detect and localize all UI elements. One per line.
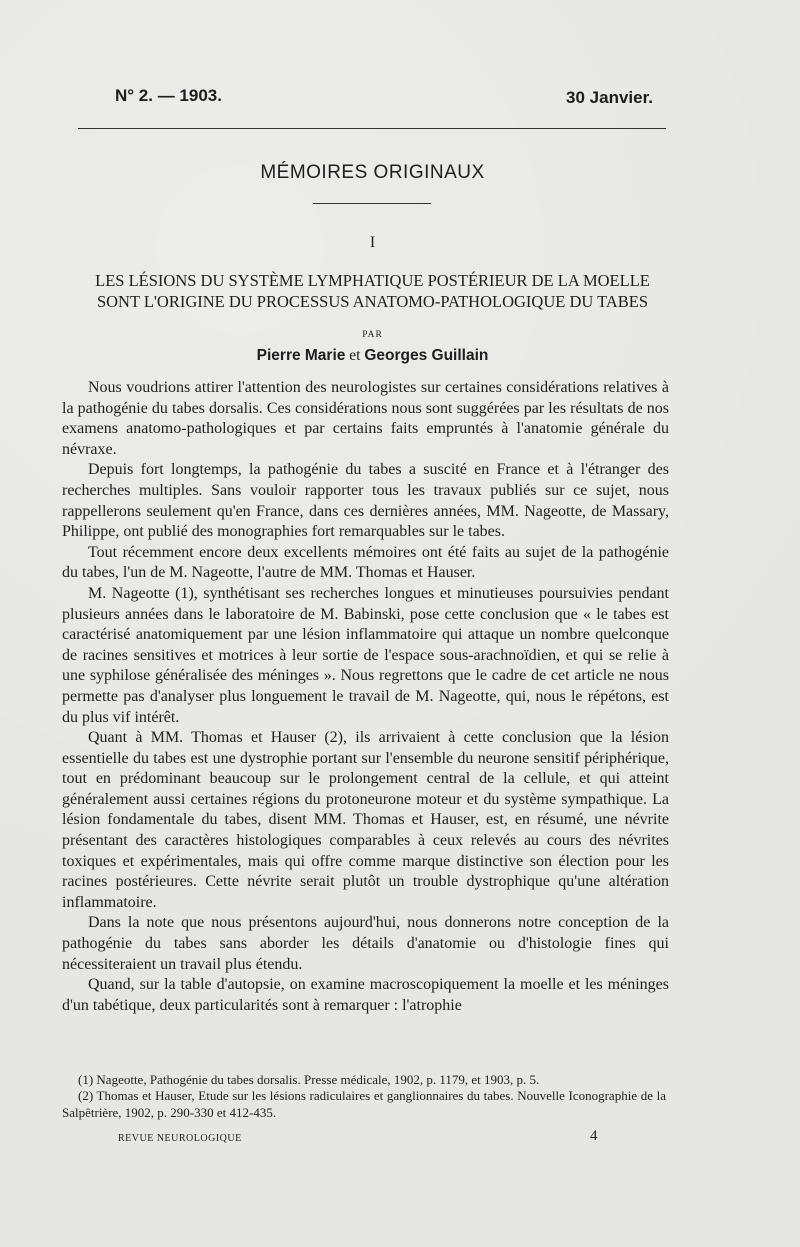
footnote-2: (2) Thomas et Hauser, Etude sur les lésions radiculaires et ganglionnaires du tabes. Nouvelle Iconographie de la Salpêtrière, 1902, p. 290-330 et 412-435. (62, 1088, 666, 1120)
paragraph: M. Nageotte (1), synthétisant ses recherches longues et minutieuses poursuivies pendant plusieurs années dans le laboratoire de M. Babinski, pose cette conclusion que « le tabes est caractérisé anatomiquement par une lésion inflammatoire qui attaque un nombre quelconque de racines sensitives et motrices à leur sortie de l'espace sous-arachnoïdien, et qui se relie à une syphilose généralisée des méninges ». Nous regrettons que le cadre de cet article ne nous permette pas d'analyser plus longuement le travail de M. Nageotte, qui, nous le répétons, est du plus vif intérêt. (62, 584, 669, 726)
footnote-1: (1) Nageotte, Pathogénie du tabes dorsalis. Presse médicale, 1902, p. 1179, et 1903, p. 5. (78, 1072, 540, 1087)
journal-name: REVUE NEUROLOGIQUE (118, 1133, 242, 1144)
paragraph: Nous voudrions attirer l'attention des neurologistes sur certaines considérations relatives à la pathogénie du tabes dorsalis. Ces considérations nous sont suggérées par les résultats de nos examens anatomo-pathologiques et par certains faits empruntés à l'anatomie générale du névraxe. (62, 379, 669, 458)
article-body (62, 378, 669, 1016)
paragraph: Dans la note que nous présentons aujourd'hui, nous donnerons notre conception de la pathogénie du tabes sans aborder les détails d'anatomie ou d'histologie fines qui nécessiteraient un travail plus étendu. (62, 914, 669, 973)
paragraph: Quant à MM. Thomas et Hauser (2), ils arrivaient à cette conclusion que la lésion essentielle du tabes est une dystrophie portant sur l'ensemble du neurone sensitif périphérique, tout en prédominant beaucoup sur le prolongement central de la cellule, et qui atteint généralement aussi certaines régions du protoneurone moteur et du système sympathique. La lésion fondamentale du tabes, disent MM. Thomas et Hauser, est, en résumé, une névrite présentant des caractères histologiques comparables à ceux relevés au cours des névrites toxiques et expérimentales, mais qui offre comme marque distinctive son élection pour les racines postérieures. Cette névrite serait plutôt un trouble dystrophique qu'une altération inflammatoire. (62, 729, 669, 911)
by-label: PAR (362, 330, 383, 340)
issue-date: 30 Janvier. (566, 88, 653, 107)
paragraph: Depuis fort longtemps, la pathogénie du tabes a suscité en France et à l'étranger des recherches multiples. Sans vouloir rapporter tous les travaux publiés sur ce sujet, nous rappellerons seulement qu'en France, dans ces dernières années, MM. Nageotte, de Massary, Philippe, ont publié des monographies fort remarquables sur le tabes. (62, 461, 669, 541)
author-join: et (349, 347, 361, 364)
header-rule (78, 128, 666, 129)
section-rule (313, 203, 431, 204)
issue-number: N° 2. — 1903. (115, 86, 222, 105)
author-2: Georges Guillain (364, 347, 489, 364)
authors (0, 347, 745, 365)
section-title: MÉMOIRES ORIGINAUX (260, 162, 485, 183)
article-number: I (369, 234, 376, 251)
article-title (60, 270, 685, 312)
paragraph: Quand, sur la table d'autopsie, on examine macroscopiquement la moelle et les méninges d'un tabétique, deux particularités sont à remarquer : l'atrophie (62, 976, 669, 1014)
footnotes (62, 1072, 666, 1121)
signature-mark: 4 (590, 1128, 598, 1144)
title-line-2: SONT L'ORIGINE DU PROCESSUS ANATOMO-PATHOLOGIQUE DU TABES (96, 292, 649, 311)
title-line-1: LES LÉSIONS DU SYSTÈME LYMPHATIQUE POSTÉRIEUR DE LA MOELLE (95, 271, 650, 290)
author-1: Pierre Marie (256, 347, 346, 364)
page-header (115, 86, 663, 116)
paragraph: Tout récemment encore deux excellents mémoires ont été faits au sujet de la pathogénie du tabes, l'un de M. Nageotte, l'autre de MM. Thomas et Hauser. (62, 543, 669, 582)
